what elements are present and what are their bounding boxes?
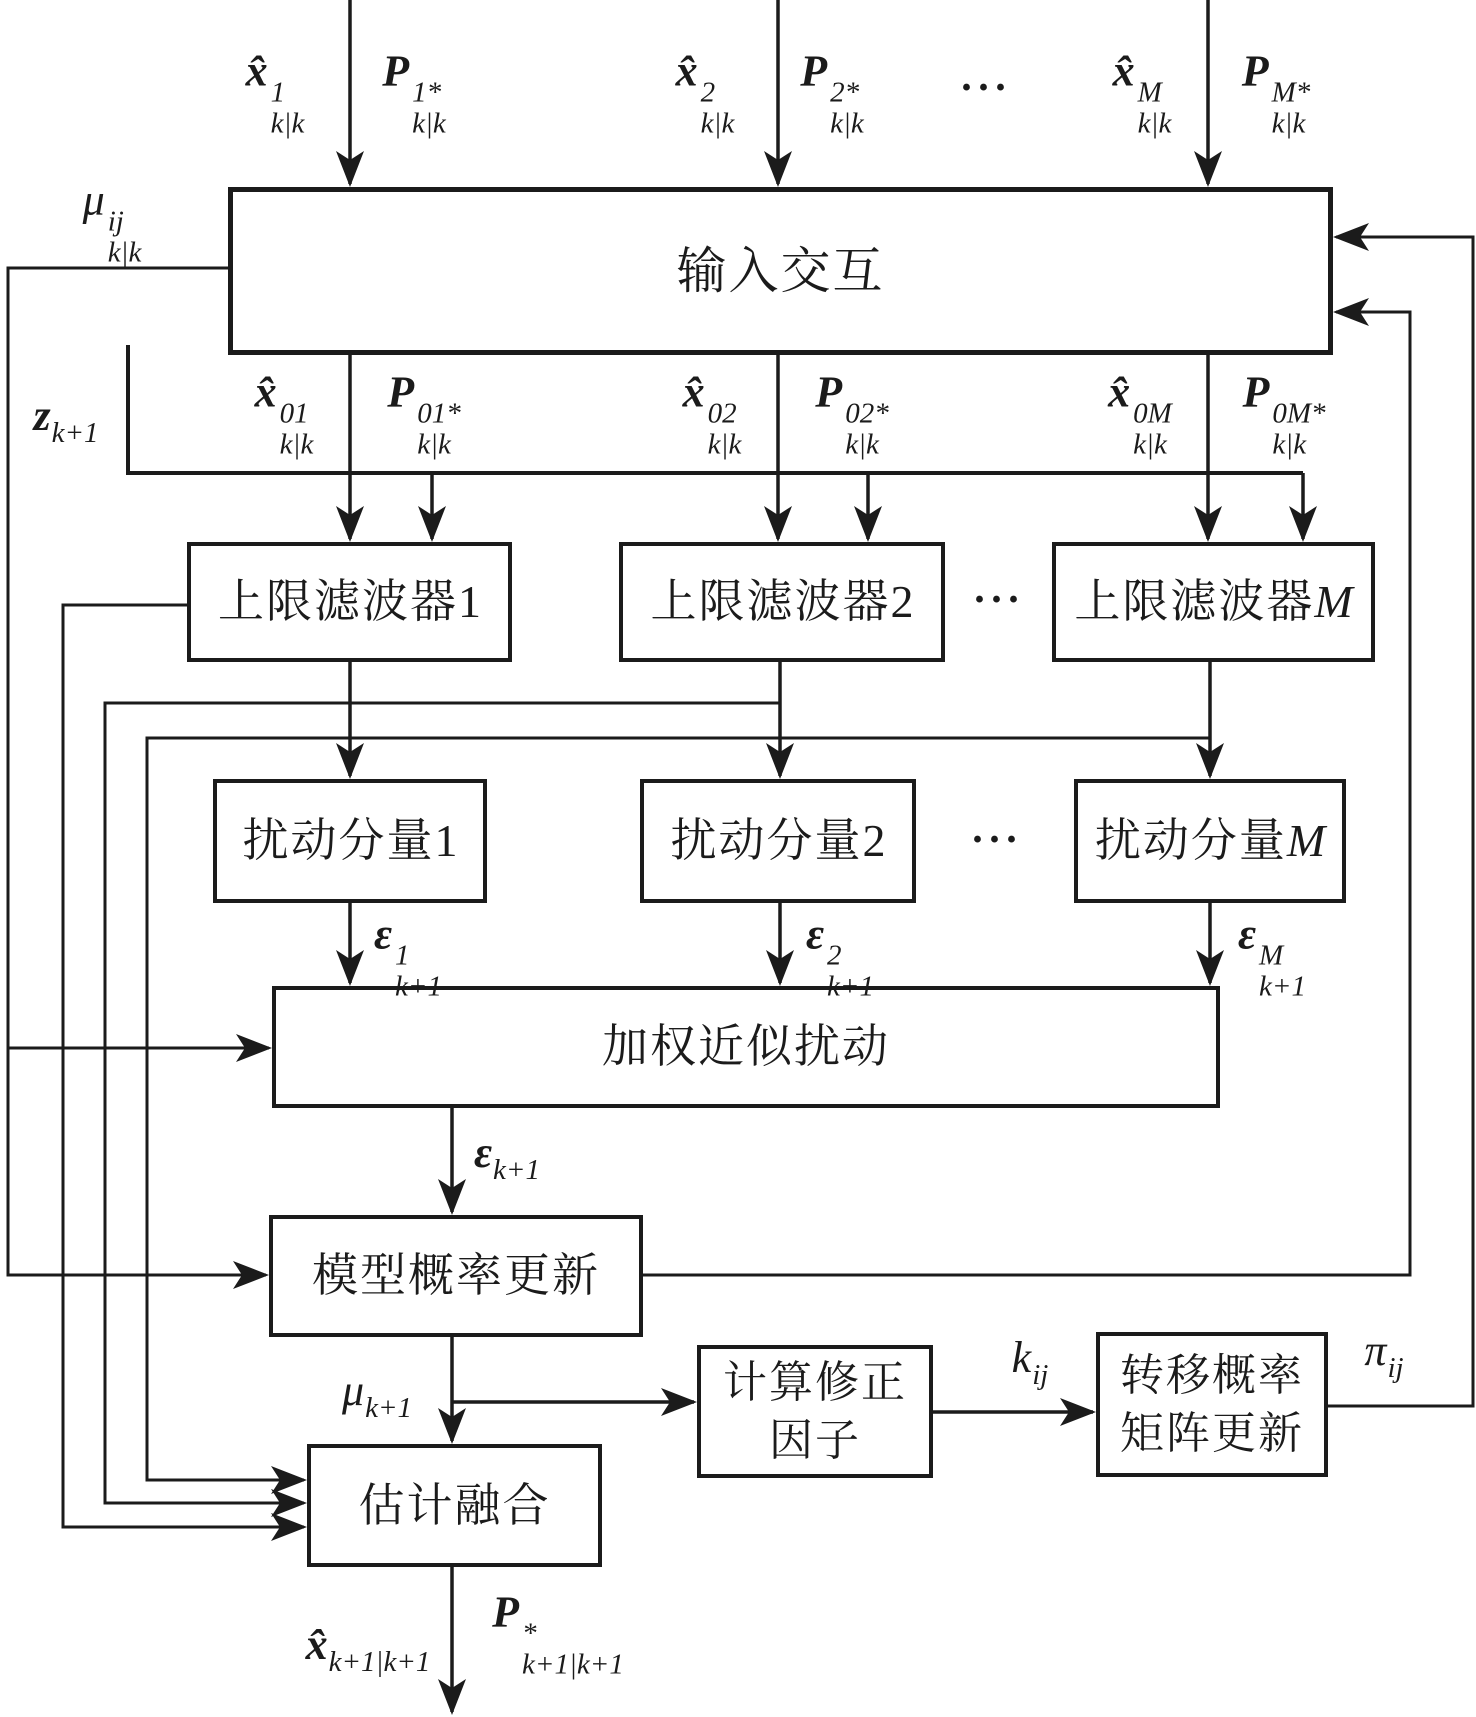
- label-xhat-2: x̂ 2 k|k: [675, 46, 735, 140]
- label-ellipsis-dist: ···: [970, 817, 1022, 863]
- label-xhat-M: x̂ M k|k: [1112, 46, 1172, 140]
- box-input-interaction-label: 输入交互: [676, 242, 885, 299]
- label-eps-2: ε 2 k+1: [806, 909, 874, 1003]
- label-P-2: P 2* k|k: [800, 46, 864, 140]
- box-filter-M: [1052, 542, 1375, 662]
- label-mu-ij: μ ij k|k: [82, 175, 142, 269]
- label-P-02: P 02* k|k: [815, 367, 889, 461]
- label-eps-1: ε 1 k+1: [374, 909, 442, 1003]
- box-disturbance-1-label: 扰动分量: [242, 815, 435, 867]
- label-pi-ij: $\pi_{ij}$: [1364, 1326, 1404, 1384]
- box-estimate-fusion: [307, 1444, 602, 1567]
- box-tpm-update-line1: 转移概率: [1120, 1351, 1304, 1401]
- label-eps-M: ε M k+1: [1238, 909, 1306, 1003]
- box-model-probability-update-label: 模型概率更新: [312, 1250, 600, 1302]
- box-filter-M-label: 上限滤波器: [1074, 576, 1315, 628]
- label-P-0M: P 0M* k|k: [1242, 367, 1326, 461]
- box-filter-1-label: 上限滤波器: [218, 576, 458, 628]
- label-P-01: P 01* k|k: [387, 367, 461, 461]
- box-disturbance-2-index: 2: [862, 815, 886, 867]
- label-eps-total: $\varepsilon_{k+1}$: [474, 1128, 540, 1186]
- label-xhat-1: x̂ 1 k|k: [245, 46, 305, 140]
- box-correction-factor-line2: 因子: [769, 1415, 861, 1465]
- label-ellipsis-top: ···: [959, 65, 1011, 111]
- label-z: $z_{k+1}$: [33, 391, 99, 449]
- box-filter-2-index: 2: [890, 576, 914, 628]
- label-xhat-01: x̂ 01 k|k: [254, 367, 314, 461]
- box-filter-2-label: 上限滤波器: [650, 576, 891, 628]
- label-k-ij: $k_{ij}$: [1011, 1333, 1049, 1391]
- label-P-M: P M* k|k: [1241, 46, 1311, 140]
- box-disturbance-2: [640, 779, 916, 903]
- box-input-interaction: [228, 187, 1333, 355]
- label-xhat-02: x̂ 02 k|k: [682, 367, 742, 461]
- box-correction-factor: [697, 1345, 933, 1478]
- label-mu-next: $\mu_{k+1}$: [341, 1366, 413, 1424]
- box-model-probability-update: [269, 1215, 643, 1337]
- feedback-filter1-fusion: [63, 605, 304, 1527]
- label-ellipsis-filters: ···: [972, 577, 1024, 623]
- box-disturbance-M: [1074, 779, 1346, 903]
- label-output-xhat: $x̂_{k+1|k+1}$: [305, 1620, 431, 1678]
- box-weighted-disturbance: [272, 986, 1220, 1108]
- label-xhat-0M: x̂ 0M k|k: [1108, 367, 1172, 461]
- box-weighted-disturbance-label: 加权近似扰动: [602, 1021, 890, 1073]
- box-filter-M-index: M: [1314, 576, 1353, 628]
- box-filter-1: [187, 542, 512, 662]
- box-disturbance-M-label: 扰动分量: [1094, 815, 1287, 867]
- box-filter-2: [619, 542, 945, 662]
- box-filter-1-index: 1: [458, 576, 481, 628]
- feedback-pi-right: [1328, 237, 1473, 1406]
- label-output-P: P * k+1|k+1: [492, 1587, 624, 1681]
- box-disturbance-1: [213, 779, 487, 903]
- box-correction-factor-line1: 计算修正: [723, 1358, 907, 1408]
- box-tpm-update: [1096, 1332, 1328, 1477]
- box-tpm-update-line2: 矩阵更新: [1120, 1408, 1304, 1458]
- box-estimate-fusion-label: 估计融合: [358, 1479, 551, 1531]
- box-disturbance-M-index: M: [1286, 815, 1326, 867]
- label-P-1: P 1* k|k: [382, 46, 446, 140]
- box-disturbance-1-index: 1: [434, 815, 458, 867]
- box-disturbance-2-label: 扰动分量: [670, 815, 863, 867]
